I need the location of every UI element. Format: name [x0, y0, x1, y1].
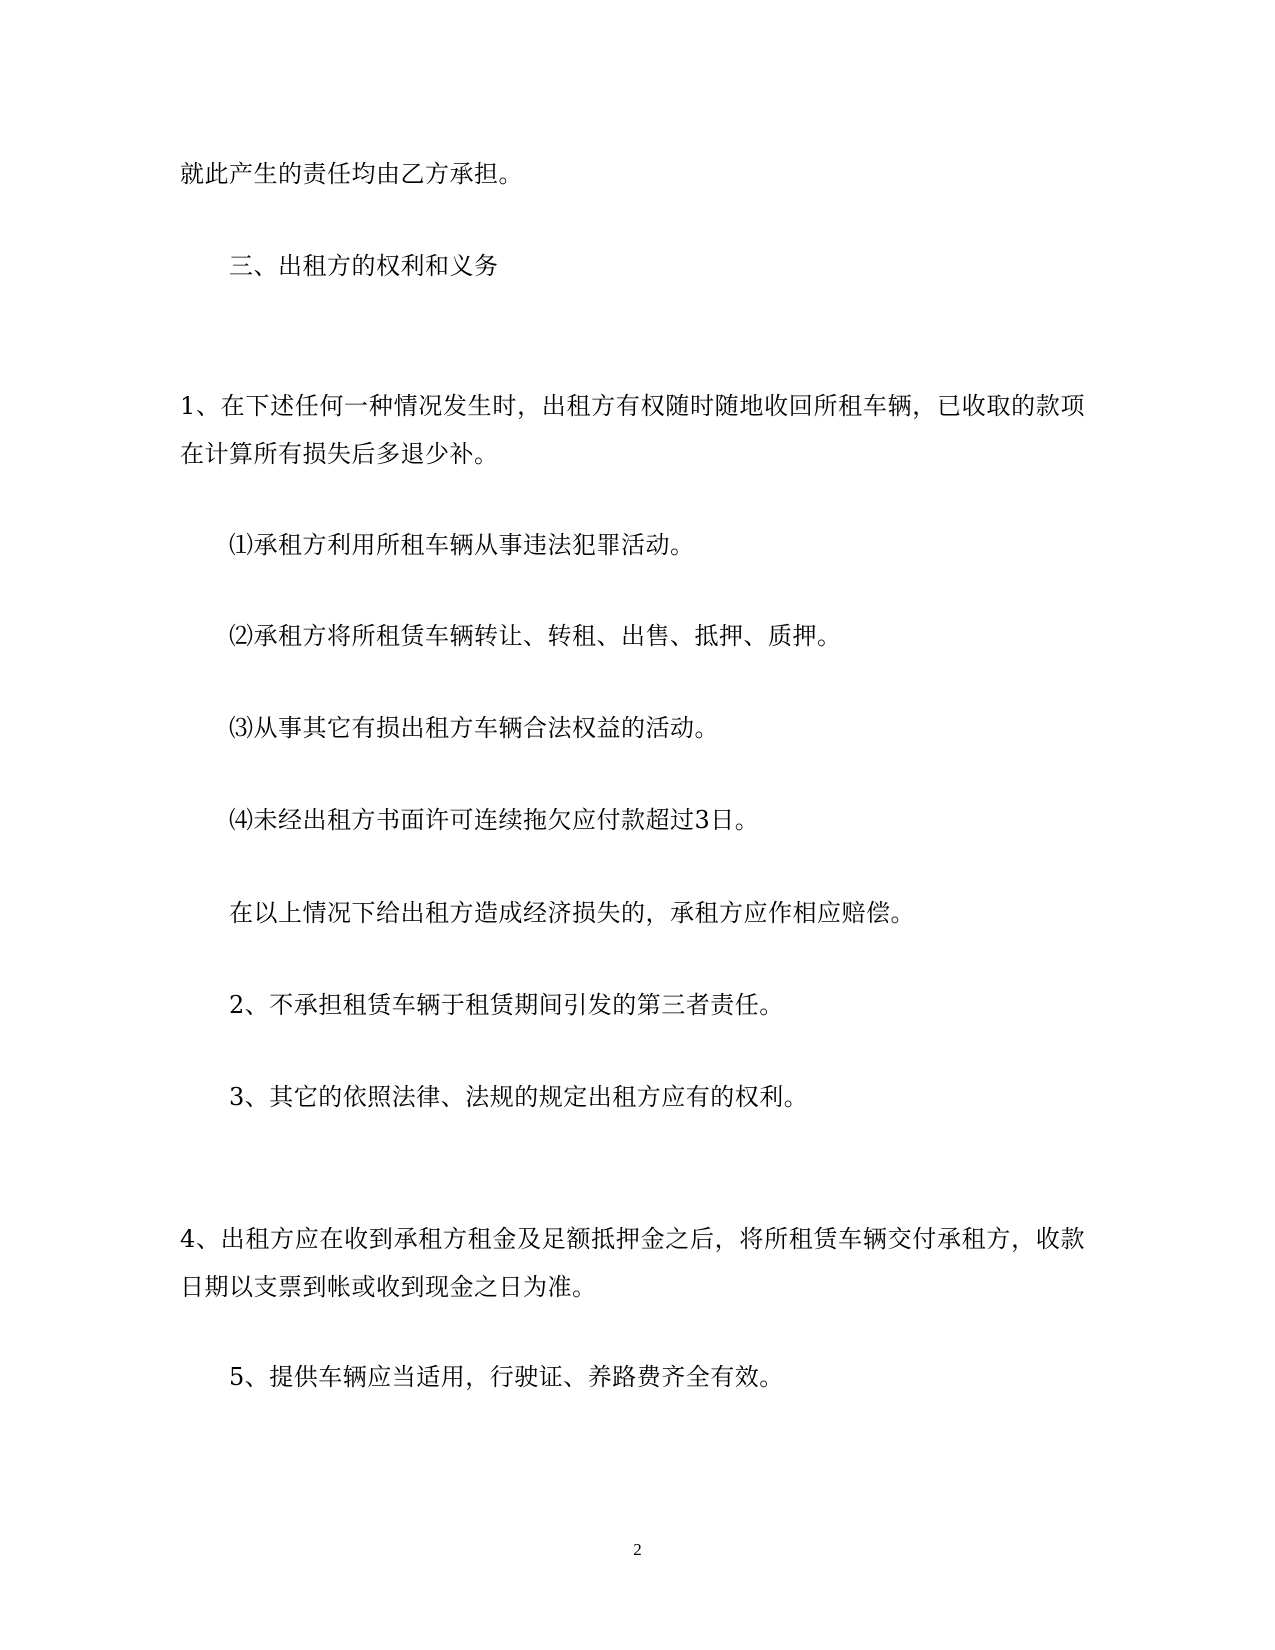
compensation-text: 在以上情况下给出租方造成经济损失的，承租方应作相应赔偿。: [229, 899, 915, 927]
clause-1: 1、在下述任何一种情况发生时，出租方有权随时随地收回所租车辆，已收取的款项在计算所有损失后多退少补。: [180, 392, 1085, 468]
sub-clause-3: ⑶从事其它有损出租方车辆合法权益的活动。: [229, 714, 719, 742]
continuation-text: 就此产生的责任均由乙方承担。: [180, 160, 523, 188]
page-number: 2: [633, 1540, 642, 1559]
clause-5: 5、提供车辆应当适用，行驶证、养路费齐全有效。: [229, 1363, 784, 1391]
sub-clause-4: ⑷未经出租方书面许可连续拖欠应付款超过3日。: [229, 806, 760, 834]
clause-4: 4、出租方应在收到承租方租金及足额抵押金之后，将所租赁车辆交付承租方，收款日期以支票到帐或收到现金之日为准。: [180, 1225, 1085, 1301]
section-heading: 三、出租方的权利和义务: [229, 252, 499, 280]
clause-2: 2、不承担租赁车辆于租赁期间引发的第三者责任。: [229, 991, 784, 1019]
clause-3: 3、其它的依照法律、法规的规定出租方应有的权利。: [229, 1083, 809, 1111]
sub-clause-1: ⑴承租方利用所租车辆从事违法犯罪活动。: [229, 531, 695, 559]
sub-clause-2: ⑵承租方将所租赁车辆转让、转租、出售、抵押、质押。: [229, 622, 842, 650]
